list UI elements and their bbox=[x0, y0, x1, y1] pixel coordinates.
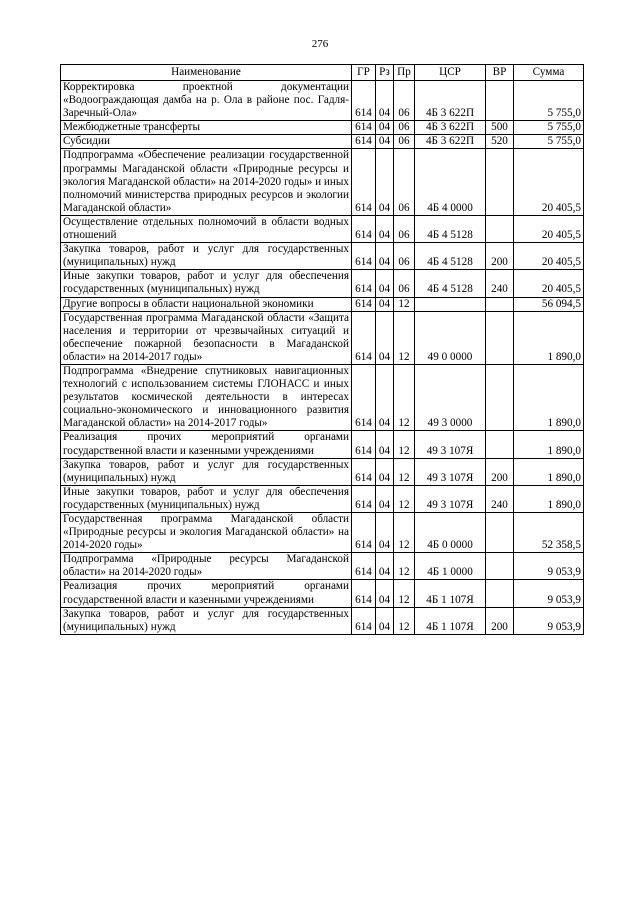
cell-pr: 12 bbox=[394, 311, 415, 364]
table-header bbox=[61, 65, 584, 81]
cell-csr: 4Б 4 5128 bbox=[415, 215, 486, 242]
cell-vr bbox=[486, 81, 514, 121]
cell-sum: 5 755,0 bbox=[514, 135, 584, 149]
cell-sum: 20 405,5 bbox=[514, 270, 584, 297]
cell-gr: 614 bbox=[352, 580, 376, 607]
cell-pr: 12 bbox=[394, 458, 415, 485]
cell-sum: 1 890,0 bbox=[514, 311, 584, 364]
cell-csr: 4Б 3 622П bbox=[415, 135, 486, 149]
table-row bbox=[61, 485, 584, 512]
table-body bbox=[61, 81, 584, 635]
cell-gr: 614 bbox=[352, 297, 376, 311]
cell-name: Иные закупки товаров, работ и услуг для обеспечения государственных (муниципальных) нужд bbox=[61, 485, 352, 512]
cell-pr: 12 bbox=[394, 513, 415, 553]
header-gr: ГР bbox=[352, 65, 376, 81]
cell-pr: 06 bbox=[394, 243, 415, 270]
table-row bbox=[61, 364, 584, 430]
cell-csr: 4Б 4 5128 bbox=[415, 243, 486, 270]
cell-csr: 49 0 0000 bbox=[415, 311, 486, 364]
cell-gr: 614 bbox=[352, 311, 376, 364]
cell-rz: 04 bbox=[376, 243, 394, 270]
cell-gr: 614 bbox=[352, 121, 376, 135]
header-rz: Рз bbox=[376, 65, 394, 81]
header-csr: ЦСР bbox=[415, 65, 486, 81]
cell-vr: 200 bbox=[486, 607, 514, 634]
cell-csr: 4Б 3 622П bbox=[415, 81, 486, 121]
cell-vr bbox=[486, 297, 514, 311]
header-name: Наименование bbox=[61, 65, 352, 81]
cell-rz: 04 bbox=[376, 513, 394, 553]
cell-gr: 614 bbox=[352, 270, 376, 297]
cell-rz: 04 bbox=[376, 364, 394, 430]
table-row bbox=[61, 121, 584, 135]
cell-vr bbox=[486, 364, 514, 430]
table-row bbox=[61, 297, 584, 311]
budget-table bbox=[60, 64, 584, 635]
cell-rz: 04 bbox=[376, 121, 394, 135]
table-row bbox=[61, 243, 584, 270]
cell-gr: 614 bbox=[352, 243, 376, 270]
cell-name: Корректировка проектной документации «Водоограждающая дамба на р. Ола в районе пос. Гадля-Заречный-Ола» bbox=[61, 81, 352, 121]
cell-csr: 4Б 1 107Я bbox=[415, 607, 486, 634]
cell-rz: 04 bbox=[376, 135, 394, 149]
cell-vr bbox=[486, 553, 514, 580]
cell-pr: 12 bbox=[394, 580, 415, 607]
cell-vr: 520 bbox=[486, 135, 514, 149]
cell-name: Субсидии bbox=[61, 135, 352, 149]
cell-vr: 200 bbox=[486, 458, 514, 485]
cell-name: Другие вопросы в области национальной экономики bbox=[61, 297, 352, 311]
cell-vr bbox=[486, 149, 514, 215]
cell-rz: 04 bbox=[376, 81, 394, 121]
table-row bbox=[61, 270, 584, 297]
cell-sum: 5 755,0 bbox=[514, 81, 584, 121]
cell-name: Закупка товаров, работ и услуг для государственных (муниципальных) нужд bbox=[61, 243, 352, 270]
cell-pr: 12 bbox=[394, 431, 415, 458]
cell-gr: 614 bbox=[352, 364, 376, 430]
header-sum: Сумма bbox=[514, 65, 584, 81]
cell-csr: 4Б 3 622П bbox=[415, 121, 486, 135]
table-row bbox=[61, 311, 584, 364]
cell-name: Закупка товаров, работ и услуг для государственных (муниципальных) нужд bbox=[61, 607, 352, 634]
header-vr: ВР bbox=[486, 65, 514, 81]
cell-pr: 06 bbox=[394, 149, 415, 215]
cell-rz: 04 bbox=[376, 607, 394, 634]
table-row bbox=[61, 607, 584, 634]
table-row bbox=[61, 431, 584, 458]
header-pr: Пр bbox=[394, 65, 415, 81]
cell-vr: 240 bbox=[486, 485, 514, 512]
table-row bbox=[61, 215, 584, 242]
cell-rz: 04 bbox=[376, 149, 394, 215]
cell-gr: 614 bbox=[352, 81, 376, 121]
cell-vr: 240 bbox=[486, 270, 514, 297]
cell-sum: 20 405,5 bbox=[514, 243, 584, 270]
cell-pr: 12 bbox=[394, 553, 415, 580]
table-row bbox=[61, 513, 584, 553]
cell-gr: 614 bbox=[352, 431, 376, 458]
cell-sum: 1 890,0 bbox=[514, 485, 584, 512]
cell-gr: 614 bbox=[352, 149, 376, 215]
table-row bbox=[61, 580, 584, 607]
cell-rz: 04 bbox=[376, 431, 394, 458]
cell-vr bbox=[486, 311, 514, 364]
cell-pr: 12 bbox=[394, 485, 415, 512]
cell-pr: 06 bbox=[394, 270, 415, 297]
cell-gr: 614 bbox=[352, 485, 376, 512]
cell-csr: 4Б 4 5128 bbox=[415, 270, 486, 297]
cell-sum: 9 053,9 bbox=[514, 580, 584, 607]
cell-csr: 49 3 107Я bbox=[415, 458, 486, 485]
cell-vr bbox=[486, 580, 514, 607]
cell-name: Государственная программа Магаданской области «Природные ресурсы и экология Магаданской области» на 2014-2020 годы» bbox=[61, 513, 352, 553]
cell-sum: 5 755,0 bbox=[514, 121, 584, 135]
cell-csr: 4Б 1 107Я bbox=[415, 580, 486, 607]
cell-name: Закупка товаров, работ и услуг для государственных (муниципальных) нужд bbox=[61, 458, 352, 485]
cell-gr: 614 bbox=[352, 553, 376, 580]
cell-pr: 06 bbox=[394, 81, 415, 121]
cell-csr: 49 3 107Я bbox=[415, 431, 486, 458]
cell-vr bbox=[486, 513, 514, 553]
table-row bbox=[61, 81, 584, 121]
cell-name: Государственная программа Магаданской области «Защита населения и территории от чрезвычайных ситуаций и обеспечение пожарной безопасности в Магаданской области» на 2014-2017 годы» bbox=[61, 311, 352, 364]
cell-name: Реализация прочих мероприятий органами государственной власти и казенными учреждениями bbox=[61, 431, 352, 458]
cell-csr: 4Б 4 0000 bbox=[415, 149, 486, 215]
cell-sum: 20 405,5 bbox=[514, 215, 584, 242]
cell-name: Подпрограмма «Природные ресурсы Магаданской области» на 2014-2020 годы» bbox=[61, 553, 352, 580]
cell-gr: 614 bbox=[352, 458, 376, 485]
cell-name: Реализация прочих мероприятий органами государственной власти и казенными учреждениями bbox=[61, 580, 352, 607]
cell-sum: 20 405,5 bbox=[514, 149, 584, 215]
cell-sum: 56 094,5 bbox=[514, 297, 584, 311]
cell-pr: 12 bbox=[394, 297, 415, 311]
cell-rz: 04 bbox=[376, 580, 394, 607]
page-number: 276 bbox=[311, 38, 329, 50]
cell-sum: 1 890,0 bbox=[514, 364, 584, 430]
cell-pr: 06 bbox=[394, 135, 415, 149]
cell-name: Подпрограмма «Внедрение спутниковых навигационных технологий с использованием системы ГЛОНАСС и иных результатов космической деятельности в интересах социально-экономического и инновационного развития Магаданской области» на 2014-2017 годы» bbox=[61, 364, 352, 430]
table-row bbox=[61, 553, 584, 580]
cell-vr bbox=[486, 215, 514, 242]
cell-rz: 04 bbox=[376, 485, 394, 512]
table-row bbox=[61, 135, 584, 149]
cell-rz: 04 bbox=[376, 297, 394, 311]
cell-gr: 614 bbox=[352, 513, 376, 553]
cell-name: Иные закупки товаров, работ и услуг для обеспечения государственных (муниципальных) нужд bbox=[61, 270, 352, 297]
table-row bbox=[61, 149, 584, 215]
cell-vr: 500 bbox=[486, 121, 514, 135]
cell-rz: 04 bbox=[376, 553, 394, 580]
header-row bbox=[61, 65, 584, 81]
cell-rz: 04 bbox=[376, 458, 394, 485]
cell-csr: 49 3 0000 bbox=[415, 364, 486, 430]
cell-sum: 52 358,5 bbox=[514, 513, 584, 553]
cell-pr: 12 bbox=[394, 607, 415, 634]
cell-rz: 04 bbox=[376, 311, 394, 364]
cell-csr bbox=[415, 297, 486, 311]
cell-name: Подпрограмма «Обеспечение реализации государственной программы Магаданской области «Природные ресурсы и экология Магаданской области» на 2014-2020 годы» и иных полномочий министерства природных ресурсов и экологии Магаданской области» bbox=[61, 149, 352, 215]
table-row bbox=[61, 458, 584, 485]
cell-csr: 49 3 107Я bbox=[415, 485, 486, 512]
cell-csr: 4Б 0 0000 bbox=[415, 513, 486, 553]
cell-rz: 04 bbox=[376, 215, 394, 242]
cell-csr: 4Б 1 0000 bbox=[415, 553, 486, 580]
cell-vr: 200 bbox=[486, 243, 514, 270]
cell-gr: 614 bbox=[352, 607, 376, 634]
cell-pr: 06 bbox=[394, 215, 415, 242]
cell-vr bbox=[486, 431, 514, 458]
cell-name: Осуществление отдельных полномочий в области водных отношений bbox=[61, 215, 352, 242]
cell-sum: 1 890,0 bbox=[514, 431, 584, 458]
cell-gr: 614 bbox=[352, 135, 376, 149]
cell-sum: 9 053,9 bbox=[514, 553, 584, 580]
cell-gr: 614 bbox=[352, 215, 376, 242]
cell-rz: 04 bbox=[376, 270, 394, 297]
cell-name: Межбюджетные трансферты bbox=[61, 121, 352, 135]
cell-sum: 9 053,9 bbox=[514, 607, 584, 634]
cell-pr: 06 bbox=[394, 121, 415, 135]
cell-pr: 12 bbox=[394, 364, 415, 430]
cell-sum: 1 890,0 bbox=[514, 458, 584, 485]
